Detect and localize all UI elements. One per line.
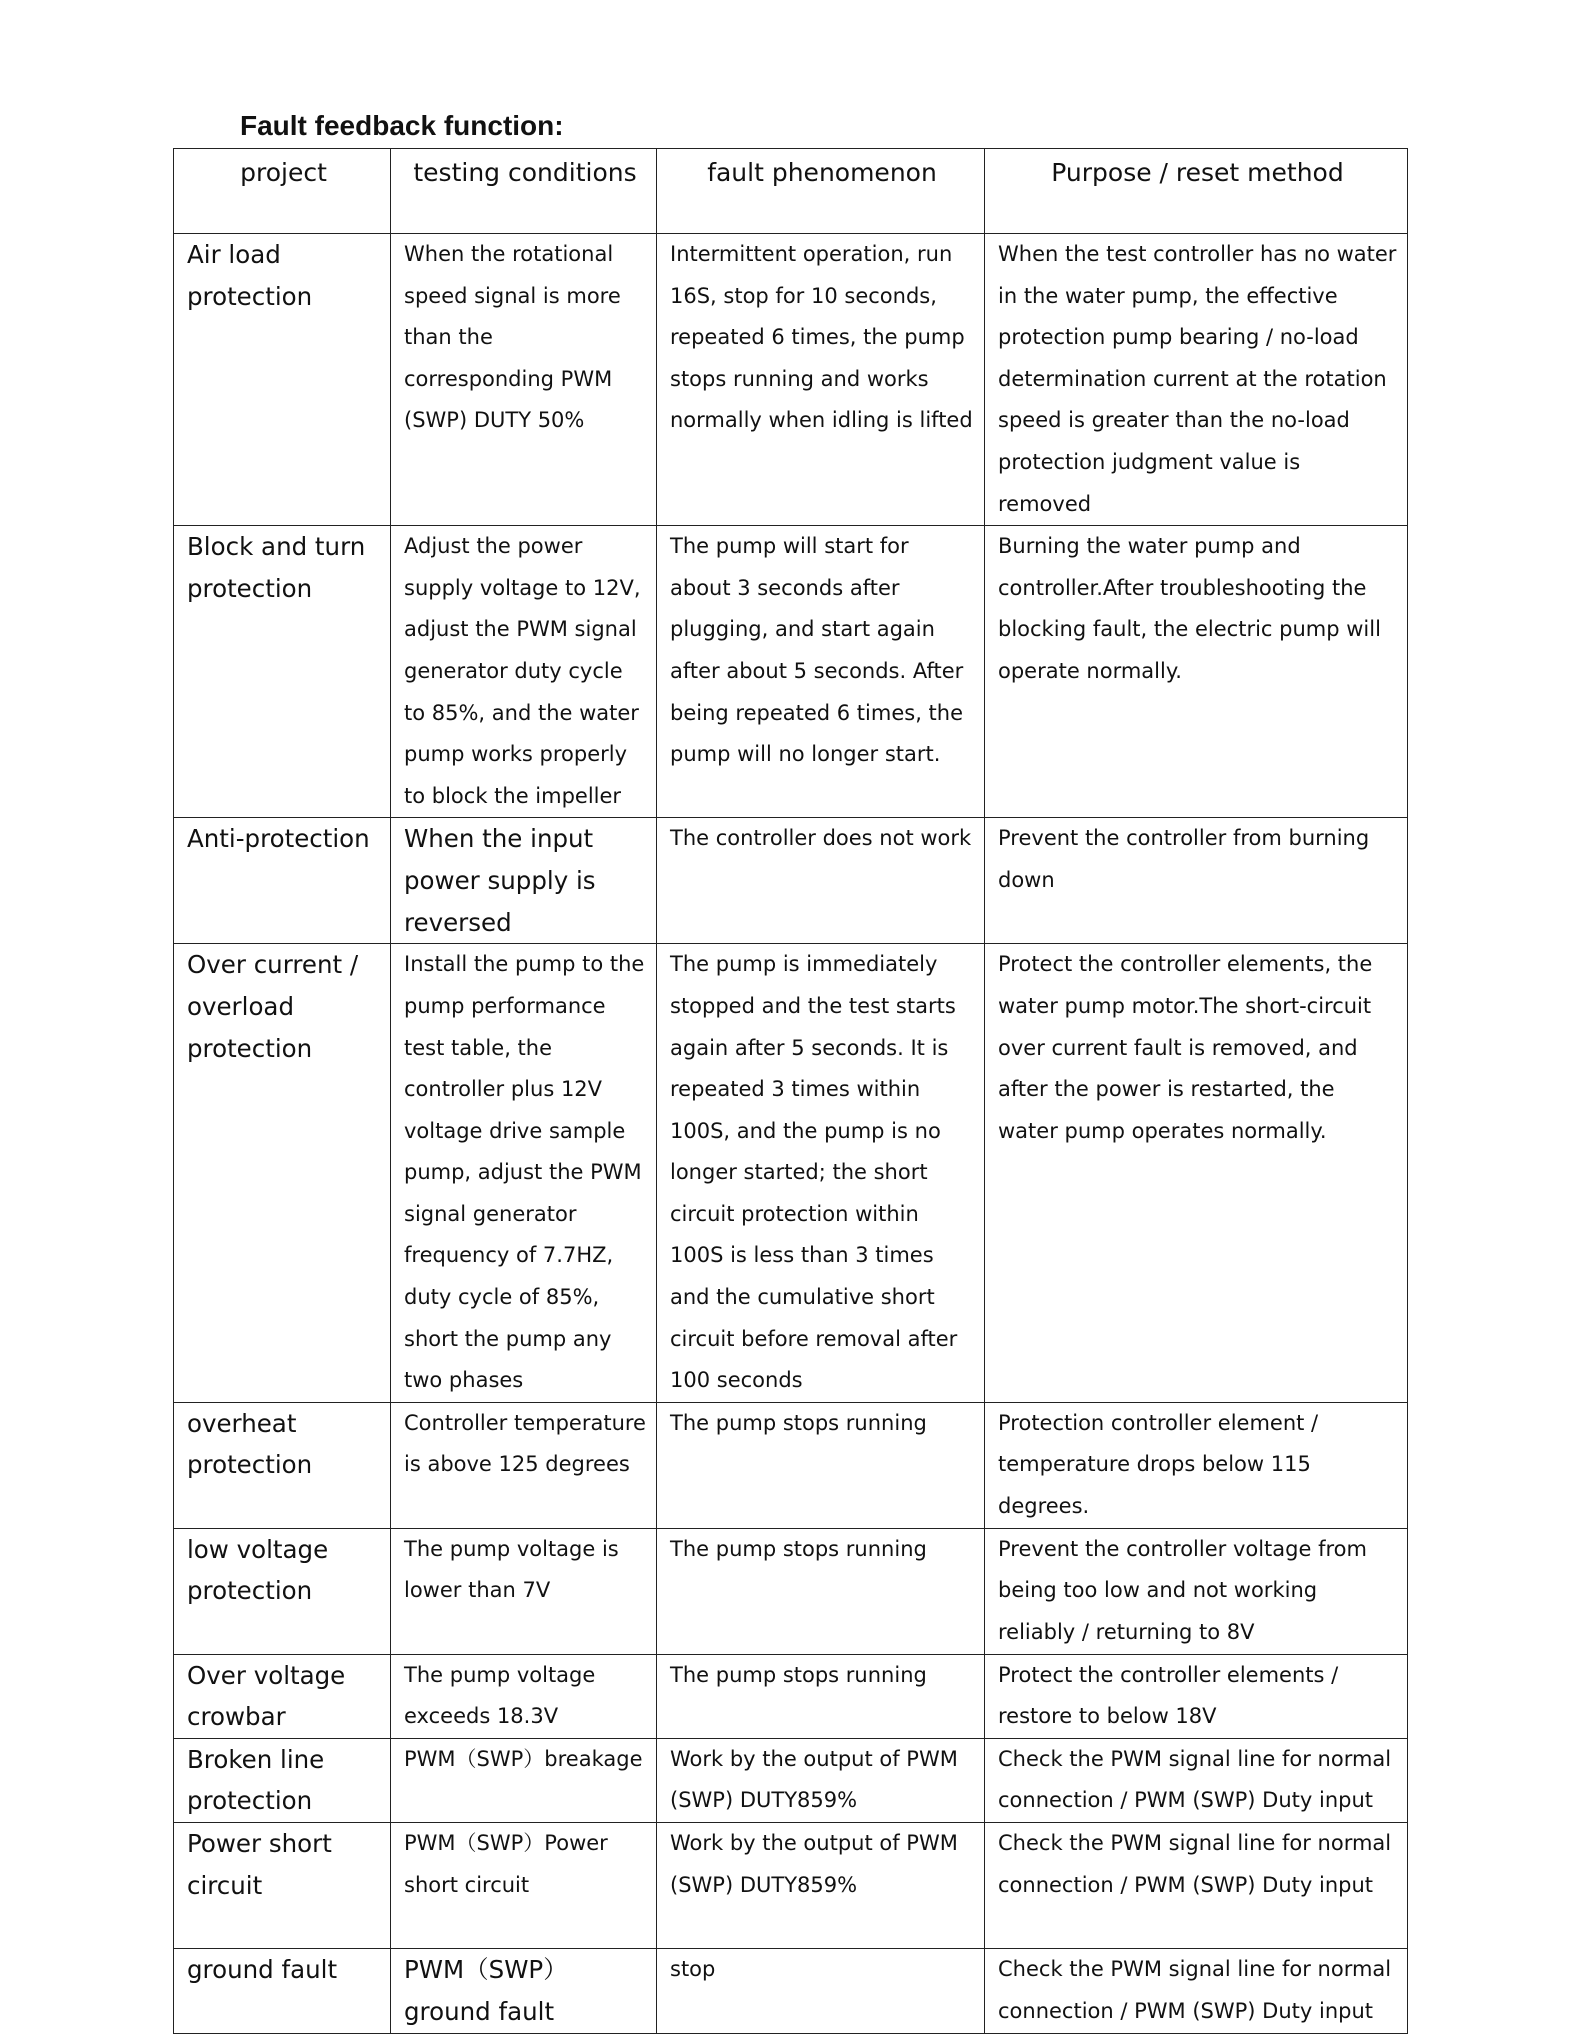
cell-purpose: Protect the controller elements / restore to below 18V [985, 1654, 1408, 1738]
table-row [174, 1738, 1408, 1822]
cell-conditions: When the input power supply is reversed [391, 818, 657, 944]
cell-purpose: Burning the water pump and controller.After troubleshooting the blocking fault, the electric pump will operate normally. [985, 526, 1408, 818]
table-row [174, 1402, 1408, 1528]
cell-purpose: Check the PWM signal line for normal connection / PWM (SWP) Duty input [985, 1738, 1408, 1822]
cell-phenomenon: stop [657, 1949, 985, 2034]
cell-project: Air load protection [174, 234, 391, 526]
cell-project: Block and turn protection [174, 526, 391, 818]
table-row [174, 944, 1408, 1403]
cell-conditions: PWM（SWP）Power short circuit [391, 1823, 657, 1949]
header-project: project [174, 149, 391, 234]
header-purpose-reset: Purpose / reset method [985, 149, 1408, 234]
table-row [174, 1823, 1408, 1949]
header-fault-phenomenon: fault phenomenon [657, 149, 985, 234]
cell-phenomenon: The pump stops running [657, 1528, 985, 1654]
cell-phenomenon: The pump will start for about 3 seconds after plugging, and start again after about 5 seconds. After being repeated 6 times, the pump will no longer start. [657, 526, 985, 818]
cell-conditions: Adjust the power supply voltage to 12V, adjust the PWM signal generator duty cycle to 85%, and the water pump works properly to block the impeller [391, 526, 657, 818]
table-row [174, 1528, 1408, 1654]
table-row [174, 1949, 1408, 2034]
table-row [174, 818, 1408, 944]
cell-phenomenon: Work by the output of PWM (SWP) DUTY859% [657, 1738, 985, 1822]
header-row [174, 149, 1408, 234]
cell-phenomenon: The controller does not work [657, 818, 985, 944]
table-row [174, 1654, 1408, 1738]
cell-project: Power short circuit [174, 1823, 391, 1949]
cell-project: Broken line protection [174, 1738, 391, 1822]
cell-project: Anti-protection [174, 818, 391, 944]
cell-conditions: The pump voltage exceeds 18.3V [391, 1654, 657, 1738]
cell-project: Over current / overload protection [174, 944, 391, 1403]
cell-purpose: Prevent the controller from burning down [985, 818, 1408, 944]
cell-phenomenon: The pump stops running [657, 1654, 985, 1738]
cell-purpose: Protect the controller elements, the water pump motor.The short-circuit over current fault is removed, and after the power is restarted, the water pump operates normally. [985, 944, 1408, 1403]
table-row [174, 234, 1408, 526]
cell-phenomenon: Work by the output of PWM (SWP) DUTY859% [657, 1823, 985, 1949]
cell-conditions: The pump voltage is lower than 7V [391, 1528, 657, 1654]
page-title: Fault feedback function: [240, 110, 564, 141]
table-row [174, 526, 1408, 818]
cell-conditions: Controller temperature is above 125 degrees [391, 1402, 657, 1528]
cell-purpose: Prevent the controller voltage from being too low and not working reliably / returning to 8V [985, 1528, 1408, 1654]
cell-phenomenon: The pump stops running [657, 1402, 985, 1528]
cell-conditions: When the rotational speed signal is more than the corresponding PWM (SWP) DUTY 50% [391, 234, 657, 526]
cell-project: overheat protection [174, 1402, 391, 1528]
cell-conditions: Install the pump to the pump performance test table, the controller plus 12V voltage drive sample pump, adjust the PWM signal generator frequency of 7.7HZ, duty cycle of 85%, short the pump any two phases [391, 944, 657, 1403]
fault-feedback-table [173, 148, 1408, 2034]
header-testing-conditions: testing conditions [391, 149, 657, 234]
cell-conditions: PWM（SWP）breakage [391, 1738, 657, 1822]
cell-conditions: PWM（SWP）ground fault [391, 1949, 657, 2034]
cell-project: Over voltage crowbar [174, 1654, 391, 1738]
cell-project: low voltage protection [174, 1528, 391, 1654]
cell-purpose: Protection controller element / temperature drops below 115 degrees. [985, 1402, 1408, 1528]
cell-purpose: Check the PWM signal line for normal connection / PWM (SWP) Duty input [985, 1949, 1408, 2034]
cell-phenomenon: The pump is immediately stopped and the test starts again after 5 seconds. It is repeated 3 times within 100S, and the pump is no longer started; the short circuit protection within 100S is less than 3 times and the cumulative short circuit before removal after 100 seconds [657, 944, 985, 1403]
cell-purpose: When the test controller has no water in the water pump, the effective protection pump bearing / no-load determination current at the rotation speed is greater than the no-load protection judgment value is removed [985, 234, 1408, 526]
cell-phenomenon: Intermittent operation, run 16S, stop for 10 seconds, repeated 6 times, the pump stops running and works normally when idling is lifted [657, 234, 985, 526]
cell-purpose: Check the PWM signal line for normal connection / PWM (SWP) Duty input [985, 1823, 1408, 1949]
cell-project: ground fault [174, 1949, 391, 2034]
